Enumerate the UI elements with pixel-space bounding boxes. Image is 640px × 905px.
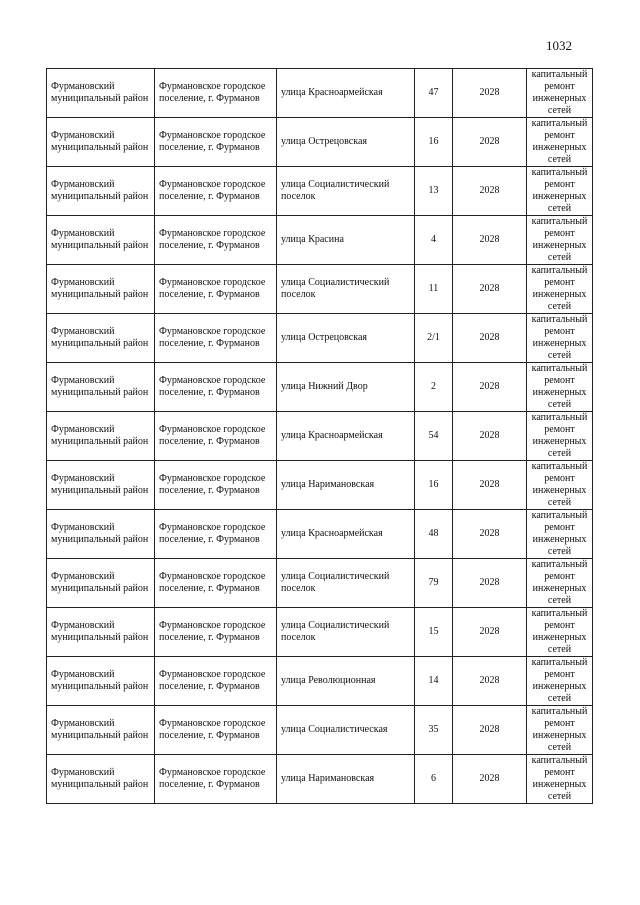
settlement-cell: Фурмановское городское поселение, г. Фурманов	[155, 216, 277, 265]
house-number-cell: 15	[415, 608, 453, 657]
page-number: 1032	[546, 38, 572, 53]
street-cell: улица Красноармейская	[277, 510, 415, 559]
district-cell: Фурмановский муниципальный район	[47, 118, 155, 167]
table-row	[47, 706, 593, 755]
house-number-cell: 2/1	[415, 314, 453, 363]
street-cell: улица Социалистический поселок	[277, 559, 415, 608]
registry-table-body	[47, 69, 593, 804]
settlement-cell: Фурмановское городское поселение, г. Фурманов	[155, 69, 277, 118]
house-number-cell: 54	[415, 412, 453, 461]
district-cell: Фурмановский муниципальный район	[47, 510, 155, 559]
work-type-cell: капитальный ремонт инженерных сетей	[527, 265, 593, 314]
settlement-cell: Фурмановское городское поселение, г. Фурманов	[155, 118, 277, 167]
year-cell: 2028	[453, 510, 527, 559]
table-row	[47, 657, 593, 706]
settlement-cell: Фурмановское городское поселение, г. Фурманов	[155, 755, 277, 804]
street-cell: улица Наримановская	[277, 461, 415, 510]
table-row	[47, 608, 593, 657]
street-cell: улица Социалистический поселок	[277, 265, 415, 314]
work-type-cell: капитальный ремонт инженерных сетей	[527, 608, 593, 657]
district-cell: Фурмановский муниципальный район	[47, 461, 155, 510]
table-row	[47, 461, 593, 510]
year-cell: 2028	[453, 118, 527, 167]
year-cell: 2028	[453, 706, 527, 755]
house-number-cell: 48	[415, 510, 453, 559]
street-cell: улица Острецовская	[277, 118, 415, 167]
table-row	[47, 314, 593, 363]
settlement-cell: Фурмановское городское поселение, г. Фурманов	[155, 510, 277, 559]
year-cell: 2028	[453, 559, 527, 608]
work-type-cell: капитальный ремонт инженерных сетей	[527, 167, 593, 216]
district-cell: Фурмановский муниципальный район	[47, 167, 155, 216]
house-number-cell: 6	[415, 755, 453, 804]
work-type-cell: капитальный ремонт инженерных сетей	[527, 559, 593, 608]
year-cell: 2028	[453, 265, 527, 314]
house-number-cell: 79	[415, 559, 453, 608]
registry-table	[46, 68, 593, 804]
district-cell: Фурмановский муниципальный район	[47, 608, 155, 657]
work-type-cell: капитальный ремонт инженерных сетей	[527, 69, 593, 118]
street-cell: улица Красноармейская	[277, 412, 415, 461]
district-cell: Фурмановский муниципальный район	[47, 216, 155, 265]
street-cell: улица Социалистический поселок	[277, 608, 415, 657]
settlement-cell: Фурмановское городское поселение, г. Фурманов	[155, 167, 277, 216]
table-row	[47, 363, 593, 412]
year-cell: 2028	[453, 755, 527, 804]
settlement-cell: Фурмановское городское поселение, г. Фурманов	[155, 314, 277, 363]
work-type-cell: капитальный ремонт инженерных сетей	[527, 412, 593, 461]
work-type-cell: капитальный ремонт инженерных сетей	[527, 461, 593, 510]
year-cell: 2028	[453, 314, 527, 363]
house-number-cell: 35	[415, 706, 453, 755]
district-cell: Фурмановский муниципальный район	[47, 363, 155, 412]
street-cell: улица Социалистическая	[277, 706, 415, 755]
work-type-cell: капитальный ремонт инженерных сетей	[527, 510, 593, 559]
house-number-cell: 16	[415, 118, 453, 167]
work-type-cell: капитальный ремонт инженерных сетей	[527, 657, 593, 706]
settlement-cell: Фурмановское городское поселение, г. Фурманов	[155, 363, 277, 412]
street-cell: улица Острецовская	[277, 314, 415, 363]
settlement-cell: Фурмановское городское поселение, г. Фурманов	[155, 265, 277, 314]
year-cell: 2028	[453, 461, 527, 510]
settlement-cell: Фурмановское городское поселение, г. Фурманов	[155, 657, 277, 706]
settlement-cell: Фурмановское городское поселение, г. Фурманов	[155, 412, 277, 461]
year-cell: 2028	[453, 69, 527, 118]
district-cell: Фурмановский муниципальный район	[47, 265, 155, 314]
table-row	[47, 559, 593, 608]
work-type-cell: капитальный ремонт инженерных сетей	[527, 706, 593, 755]
district-cell: Фурмановский муниципальный район	[47, 559, 155, 608]
street-cell: улица Наримановская	[277, 755, 415, 804]
house-number-cell: 47	[415, 69, 453, 118]
district-cell: Фурмановский муниципальный район	[47, 755, 155, 804]
year-cell: 2028	[453, 363, 527, 412]
house-number-cell: 4	[415, 216, 453, 265]
district-cell: Фурмановский муниципальный район	[47, 657, 155, 706]
street-cell: улица Красноармейская	[277, 69, 415, 118]
table-row	[47, 755, 593, 804]
work-type-cell: капитальный ремонт инженерных сетей	[527, 363, 593, 412]
table-row	[47, 216, 593, 265]
house-number-cell: 16	[415, 461, 453, 510]
street-cell: улица Красина	[277, 216, 415, 265]
district-cell: Фурмановский муниципальный район	[47, 314, 155, 363]
house-number-cell: 11	[415, 265, 453, 314]
house-number-cell: 13	[415, 167, 453, 216]
settlement-cell: Фурмановское городское поселение, г. Фурманов	[155, 608, 277, 657]
table-row	[47, 412, 593, 461]
year-cell: 2028	[453, 167, 527, 216]
district-cell: Фурмановский муниципальный район	[47, 706, 155, 755]
table-row	[47, 118, 593, 167]
table-row	[47, 69, 593, 118]
settlement-cell: Фурмановское городское поселение, г. Фурманов	[155, 706, 277, 755]
year-cell: 2028	[453, 412, 527, 461]
street-cell: улица Революционная	[277, 657, 415, 706]
year-cell: 2028	[453, 216, 527, 265]
table-row	[47, 167, 593, 216]
district-cell: Фурмановский муниципальный район	[47, 412, 155, 461]
work-type-cell: капитальный ремонт инженерных сетей	[527, 755, 593, 804]
settlement-cell: Фурмановское городское поселение, г. Фурманов	[155, 559, 277, 608]
table-row	[47, 265, 593, 314]
table-row	[47, 510, 593, 559]
work-type-cell: капитальный ремонт инженерных сетей	[527, 216, 593, 265]
house-number-cell: 14	[415, 657, 453, 706]
street-cell: улица Нижний Двор	[277, 363, 415, 412]
year-cell: 2028	[453, 657, 527, 706]
work-type-cell: капитальный ремонт инженерных сетей	[527, 118, 593, 167]
settlement-cell: Фурмановское городское поселение, г. Фурманов	[155, 461, 277, 510]
work-type-cell: капитальный ремонт инженерных сетей	[527, 314, 593, 363]
street-cell: улица Социалистический поселок	[277, 167, 415, 216]
district-cell: Фурмановский муниципальный район	[47, 69, 155, 118]
year-cell: 2028	[453, 608, 527, 657]
house-number-cell: 2	[415, 363, 453, 412]
